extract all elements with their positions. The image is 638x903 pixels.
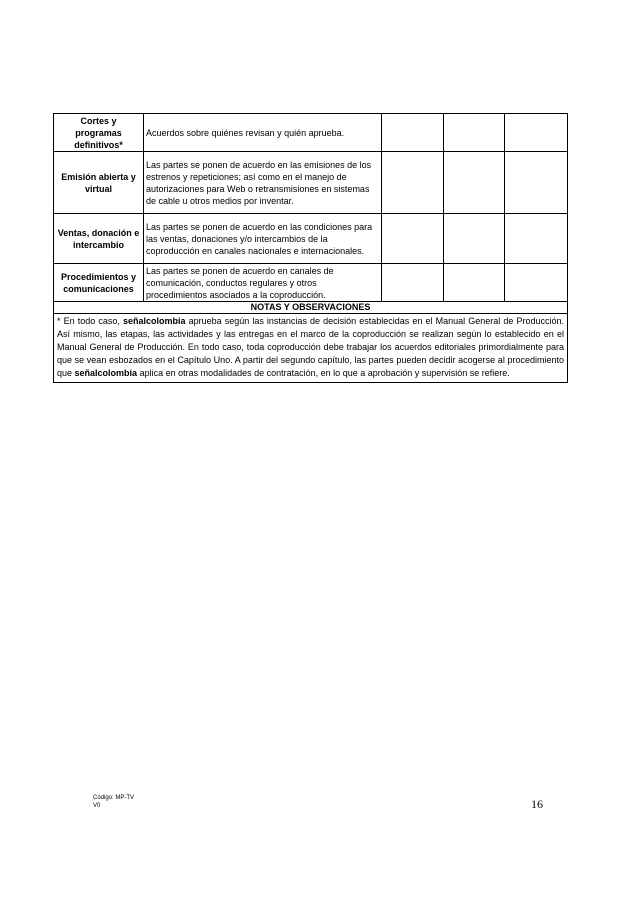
empty-cell	[382, 114, 444, 152]
table-row	[54, 152, 568, 214]
notes-text: * En todo caso,	[57, 316, 123, 326]
row-label: Ventas, donación e intercambio	[54, 214, 144, 264]
empty-cell	[505, 114, 568, 152]
notes-header: NOTAS Y OBSERVACIONES	[54, 302, 568, 314]
row-label: Emisión abierta y virtual	[54, 152, 144, 214]
row-description: Las partes se ponen de acuerdo en las emisiones de los estrenos y repeticiones; así como en el manejo de autorizaciones para Web o retransmisiones en sistemas de cable u otros medios por inventar.	[144, 152, 382, 214]
document-version-line: V0	[93, 803, 101, 809]
document-code-line: Código: MP-TV	[93, 795, 135, 801]
agreements-table	[53, 113, 568, 383]
empty-cell	[382, 264, 444, 302]
notes-header-row	[54, 302, 568, 314]
table-row	[54, 114, 568, 152]
brand-name: señalcolombia	[122, 316, 186, 326]
empty-cell	[444, 264, 505, 302]
empty-cell	[505, 264, 568, 302]
table-row	[54, 264, 568, 302]
notes-body-row	[54, 314, 568, 383]
empty-cell	[382, 152, 444, 214]
empty-cell	[382, 214, 444, 264]
row-description: Acuerdos sobre quiénes revisan y quién aprueba.	[144, 114, 382, 152]
row-description: Las partes se ponen de acuerdo en las condiciones para las ventas, donaciones y/o intercambios de la coproducción en canales nacionales e internacionales.	[144, 214, 382, 264]
row-label: Cortes y programas definitivos*	[54, 114, 144, 152]
row-description: Las partes se ponen de acuerdo en canales de comunicación, conductos regulares y otros procedimientos asociados a la coproducción.	[144, 264, 382, 302]
row-label: Procedimientos y comunicaciones	[54, 264, 144, 302]
notes-body	[54, 314, 568, 383]
notes-text: aplica en otras modalidades de contratación, en lo que a aprobación y supervisión se refiere.	[137, 368, 510, 378]
notes-text: aprueba según las instancias de decisión establecidas en el Manual General de Producción. Así mismo, las etapas, las actividades y las entregas en el marco de la coproducción se realizan según lo establecido en el Manual General de Producción. En todo caso, toda coproducción debe trabajar los acuerdos editoriales primordialmente para que se vean esbozados en el Capítulo Uno. A partir del segundo capítulo, las partes pueden decidir acogerse al procedimiento que	[57, 316, 564, 378]
document-code	[93, 794, 134, 810]
empty-cell	[444, 214, 505, 264]
page-number: 16	[531, 797, 543, 811]
empty-cell	[444, 114, 505, 152]
brand-name: señalcolombia	[74, 368, 138, 378]
table-row	[54, 214, 568, 264]
empty-cell	[444, 152, 505, 214]
empty-cell	[505, 152, 568, 214]
empty-cell	[505, 214, 568, 264]
